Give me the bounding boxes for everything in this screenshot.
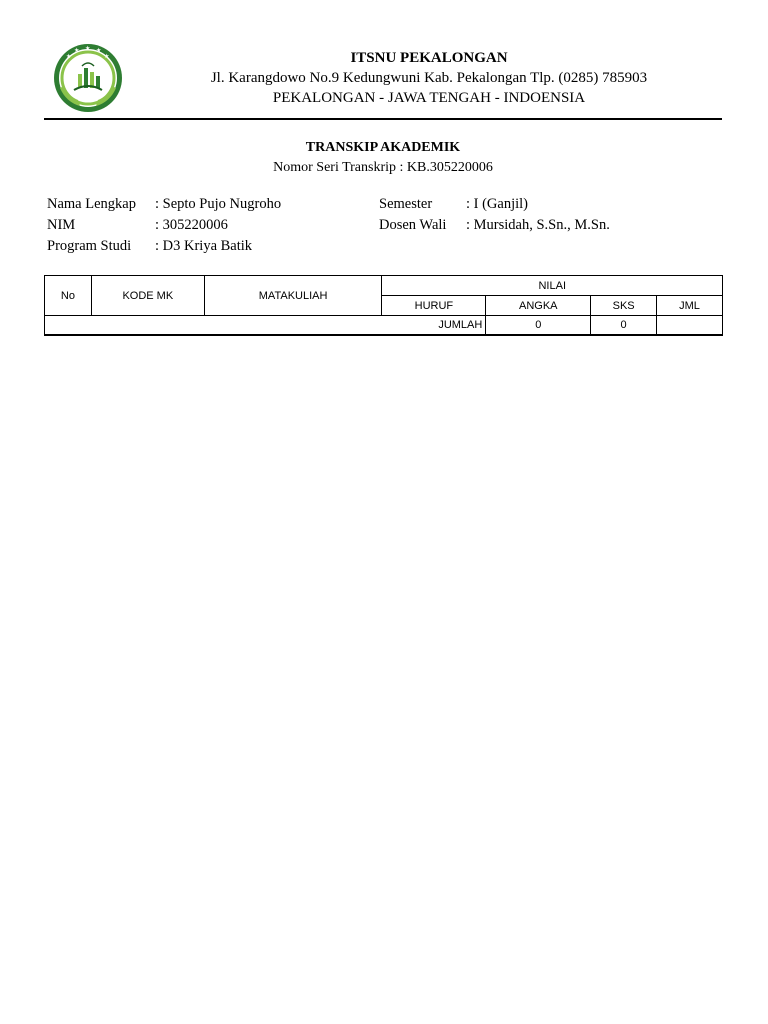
header-jml: JML: [657, 296, 723, 316]
program-row: [47, 236, 281, 257]
total-sks: 0: [591, 316, 657, 336]
advisor-label: Dosen Wali: [379, 217, 447, 233]
student-info-left: [47, 194, 281, 257]
svg-text:★: ★: [66, 53, 72, 60]
header-angka: ANGKA: [486, 296, 591, 316]
header-matakuliah: MATAKULIAH: [204, 276, 382, 316]
svg-text:★: ★: [96, 47, 102, 54]
semester-value: : I (Ganjil): [466, 196, 529, 212]
semester-label: Semester: [379, 196, 433, 212]
total-jml: [657, 316, 723, 336]
program-label: Program Studi: [47, 238, 132, 254]
letterhead: [140, 48, 718, 108]
advisor-row: [379, 215, 610, 236]
svg-text:★: ★: [104, 53, 110, 60]
institution-region: PEKALONGAN - JAWA TENGAH - INDOENSIA: [272, 90, 586, 106]
svg-text:★: ★: [85, 45, 91, 52]
itsnu-logo-icon: [52, 42, 124, 114]
header-sks: SKS: [591, 296, 657, 316]
nim-label: NIM: [47, 217, 76, 233]
nim-value: : 305220006: [155, 217, 228, 233]
header-divider: [44, 118, 722, 120]
semester-row: [379, 194, 610, 215]
document-title: TRANSKIP AKADEMIK: [305, 140, 461, 155]
program-value: : D3 Kriya Batik: [155, 238, 253, 254]
document-title-block: [44, 138, 722, 178]
total-angka: 0: [486, 316, 591, 336]
student-info-right: [379, 194, 610, 236]
table-total-row: [45, 316, 723, 336]
transcript-serial: Nomor Seri Transkrip : KB.305220006: [273, 160, 493, 175]
header-nilai: NILAI: [382, 276, 723, 296]
name-row: [47, 194, 281, 215]
nim-row: [47, 215, 281, 236]
institution-name: ITSNU PEKALONGAN: [350, 50, 508, 66]
total-label: JUMLAH: [45, 316, 486, 336]
header-no: No: [45, 276, 92, 316]
name-label: Nama Lengkap: [47, 196, 136, 212]
institution-address: Jl. Karangdowo No.9 Kedungwuni Kab. Pekalongan Tlp. (0285) 785903: [210, 70, 648, 86]
header-huruf: HURUF: [382, 296, 486, 316]
svg-text:★: ★: [74, 47, 80, 54]
grades-table: [44, 275, 723, 336]
table-header-row: [45, 276, 723, 296]
advisor-value: : Mursidah, S.Sn., M.Sn.: [466, 217, 610, 233]
name-value: : Septo Pujo Nugroho: [155, 196, 282, 212]
header-kode-mk: KODE MK: [91, 276, 204, 316]
